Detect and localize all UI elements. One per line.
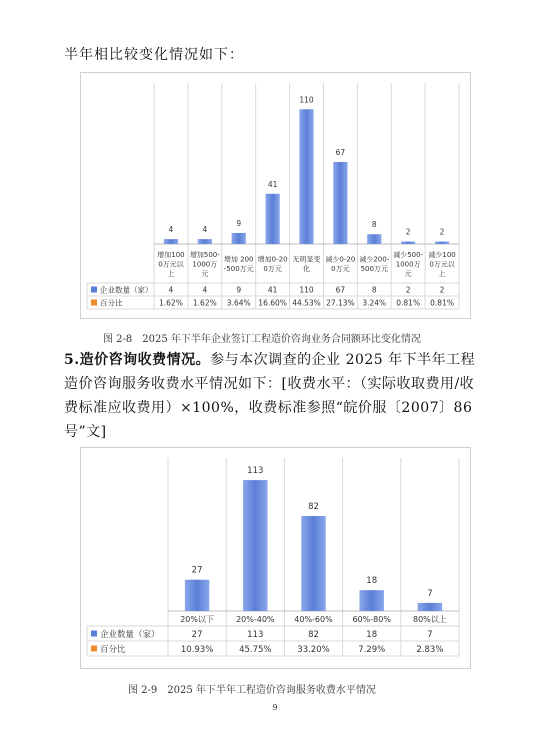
table-cell: 4 [202,285,208,295]
tick-label: 无明显变 [292,255,321,264]
tick-label: 20%-40% [236,614,275,624]
bar [198,239,212,244]
bar [185,580,209,611]
legend-label: 企业数量（家） [100,285,153,295]
fee-paragraph [64,348,488,444]
tick-label: 80%以上 [413,614,447,624]
table-cell: 82 [308,629,319,640]
table-cell: 4 [168,285,174,295]
chart-svg [81,448,470,668]
table-cell: 8 [371,285,377,295]
table-cell: 67 [335,285,346,295]
table-cell: 18 [366,629,378,640]
tick-label: 元 [201,269,209,278]
bar [359,590,383,611]
table-cell: 9 [236,285,242,295]
figure-caption-2-8: 图 2-8 2025 年下半年企业签订工程造价咨询业务合同额环比变化情况 [103,334,421,345]
data-label: 4 [202,225,208,235]
data-label: 9 [236,218,242,228]
data-label: 18 [366,576,378,587]
bar [435,242,449,244]
data-label: 2 [439,227,445,237]
table-cell: 7.29% [358,644,386,655]
tick-label: 20%以下 [180,614,214,624]
table-cell: 1.62% [192,298,217,308]
tick-label: 0万元 [331,265,350,273]
table-cell: 1.62% [159,298,183,308]
bar [232,233,246,244]
table-cell: 3.64% [226,298,251,308]
tick-label: 40%-60% [294,614,333,624]
data-label: 82 [308,502,319,513]
tick-label: 化 [303,265,310,273]
bar [299,109,313,244]
data-label: 41 [267,179,278,189]
table-cell: 27.13% [326,298,355,308]
data-label: 67 [335,147,346,157]
chart-svg [81,73,470,318]
bar [265,194,279,244]
table-cell: 0.81% [430,298,454,308]
tick-label: 增加500- [189,250,220,259]
tick-label: 增加 200 [223,255,254,264]
legend-swatch [91,631,97,637]
data-label: 110 [299,95,314,105]
table-cell: 7 [427,629,433,640]
table-cell: 44.53% [292,298,321,308]
tick-label: 增加100 [157,250,185,259]
tick-label: -500万元 [223,265,254,273]
table-cell: 113 [247,629,264,640]
page-number: 9 [272,703,278,712]
table-cell: 110 [299,285,314,295]
bar [164,239,178,244]
tick-label: 减少500- [393,250,424,259]
tick-label: 减少0-20 [325,255,356,264]
table-cell: 41 [267,285,278,295]
legend-swatch [91,300,97,306]
data-label: 7 [427,588,433,599]
contract-change-chart [80,72,471,319]
tick-label: 0万元以 [429,260,455,269]
table-cell: 2.83% [416,644,444,655]
table-cell: 45.75% [239,644,272,655]
tick-label: 减少100 [428,250,456,259]
tick-label: 0万元 [263,265,282,273]
data-label: 4 [168,225,174,235]
bar [333,162,347,244]
bar [367,234,381,244]
table-cell: 0.81% [396,298,421,308]
tick-label: 增加0-20 [257,255,288,264]
legend-label: 百分比 [100,298,123,308]
bar [301,516,325,611]
tick-label: 上 [167,269,175,278]
legend-label: 百分比 [100,644,126,655]
legend-swatch [91,287,97,293]
tick-label: 60%-80% [352,614,391,624]
table-cell: 2 [405,285,411,295]
table-cell: 10.93% [180,644,214,655]
fee-level-chart [80,447,471,669]
table-cell: 33.20% [297,644,330,655]
bar [418,603,442,611]
bar [401,242,415,244]
tick-label: 减少200- [359,255,390,264]
tick-label: 1000万 [395,260,421,269]
data-label: 113 [247,466,264,477]
data-label: 8 [371,220,377,230]
tick-label: 0万元以 [158,260,184,269]
tick-label: 上 [438,269,446,278]
tick-label: 500万元 [360,265,388,273]
bar [243,480,267,611]
legend-swatch [91,646,97,652]
table-cell: 3.24% [362,298,387,308]
table-cell: 2 [439,285,445,295]
tick-label: 1000万 [192,260,218,269]
intro-text: 半年相比较变化情况如下： [64,47,244,63]
table-cell: 27 [191,629,203,640]
data-label: 27 [191,565,203,576]
section-heading: 5.造价咨询收费情况。 [64,352,211,368]
data-label: 2 [405,227,411,237]
legend-label: 企业数量（家） [100,629,160,640]
table-cell: 16.60% [258,298,287,308]
paragraph-body: 参与本次调查的企业 2025 年下半年工程造价咨询服务收费水平情况如下：[收费水平：（实际收取费用/收费标准应收费用）×100%，收费标准参照“皖价服〔2007〕86号”文] [64,352,476,440]
tick-label: 元 [404,269,412,278]
figure-caption-2-9: 图 2-9 2025 年下半年工程造价咨询服务收费水平情况 [128,685,376,696]
